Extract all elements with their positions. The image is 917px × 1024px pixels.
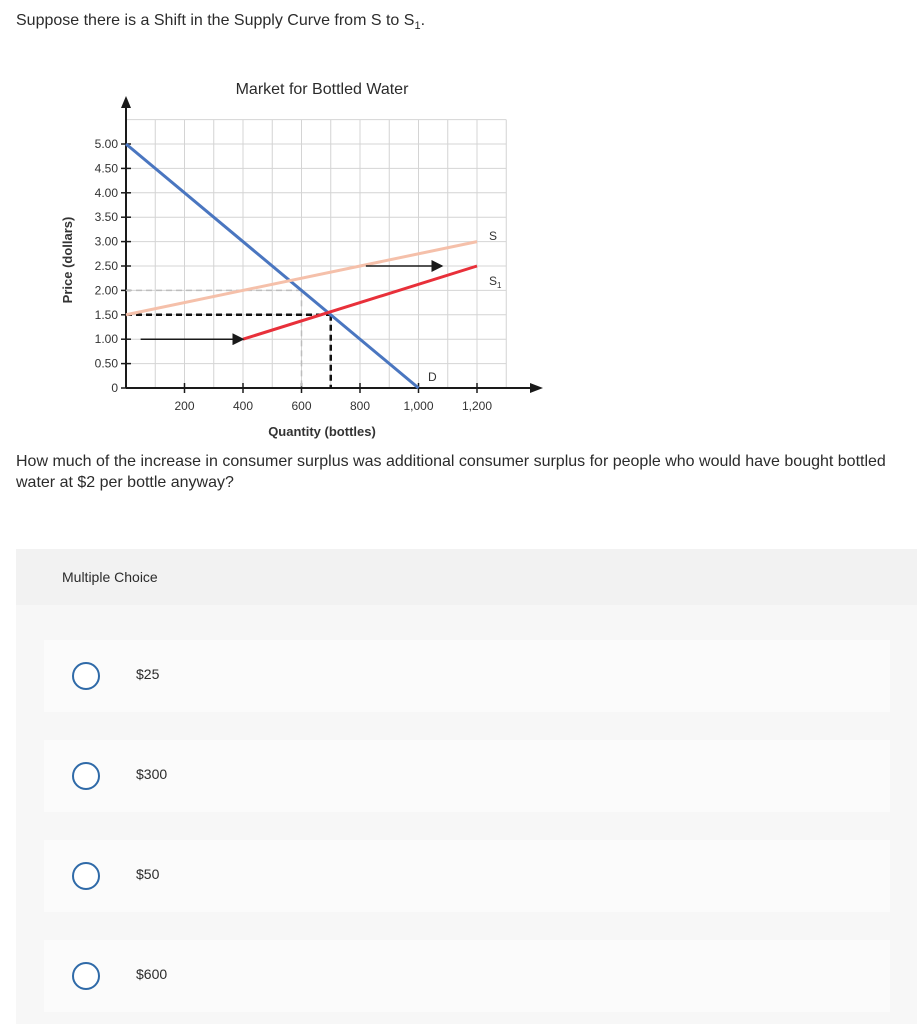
y-tick-label: 4.00 xyxy=(94,185,118,200)
x-tick-label: 800 xyxy=(349,399,371,413)
choice-option-1[interactable] xyxy=(44,640,890,712)
series-label-s: S xyxy=(489,229,498,243)
y-axis-arrow-icon xyxy=(121,96,131,108)
x-tick-label: 600 xyxy=(291,399,312,413)
series-label-d: D xyxy=(428,370,437,384)
choice-option-3[interactable] xyxy=(44,840,890,912)
multiple-choice-panel xyxy=(16,549,917,1024)
question-text: How much of the increase in consumer surplus was additional consumer surplus for people who would have bought bottled water at $2 per bottle anyway? xyxy=(16,453,886,491)
y-tick-label: 1.00 xyxy=(94,332,118,347)
x-tick-label: 200 xyxy=(174,399,195,413)
intro-text: Suppose there is a Shift in the Supply Curve from S to $S_1$. xyxy=(16,12,426,33)
x-axis-arrow-icon xyxy=(530,383,543,393)
choice-option-4[interactable] xyxy=(44,940,890,1012)
choice-label: $25 xyxy=(136,666,160,682)
y-tick-label: 5.00 xyxy=(94,137,118,151)
choices-list xyxy=(16,605,917,1024)
y-tick-label: 0.50 xyxy=(94,356,118,371)
x-tick-label: 400 xyxy=(232,399,254,413)
y-tick-label: 1.50 xyxy=(94,307,118,322)
radio-button-icon[interactable] xyxy=(72,662,100,690)
choice-label: $600 xyxy=(136,966,168,982)
choice-label: $50 xyxy=(136,866,160,882)
x-tick-label: 1,200 xyxy=(461,399,493,413)
y-tick-label: 3.00 xyxy=(94,234,118,249)
choice-option-2[interactable] xyxy=(44,740,890,812)
y-tick-label: 3.50 xyxy=(94,210,118,225)
y-axis-label: Price (dollars) xyxy=(60,216,75,304)
y-tick-label: 2.50 xyxy=(94,259,118,273)
y-tick-label: 0 xyxy=(111,381,118,395)
x-tick-label: 1,000 xyxy=(403,399,434,413)
radio-button-icon[interactable] xyxy=(72,762,100,790)
chart-title: Market for Bottled Water xyxy=(235,81,409,98)
supply-demand-chart xyxy=(0,70,560,450)
radio-button-icon[interactable] xyxy=(72,862,100,890)
choice-label: $300 xyxy=(136,766,168,782)
x-axis-label: Quantity (bottles) xyxy=(268,424,376,439)
radio-button-icon[interactable] xyxy=(72,962,100,990)
series-label-s1: $S_1$ xyxy=(489,274,502,290)
multiple-choice-label: Multiple Choice xyxy=(62,569,158,585)
y-tick-label: 2.00 xyxy=(94,283,118,298)
y-tick-label: 4.50 xyxy=(94,161,118,176)
